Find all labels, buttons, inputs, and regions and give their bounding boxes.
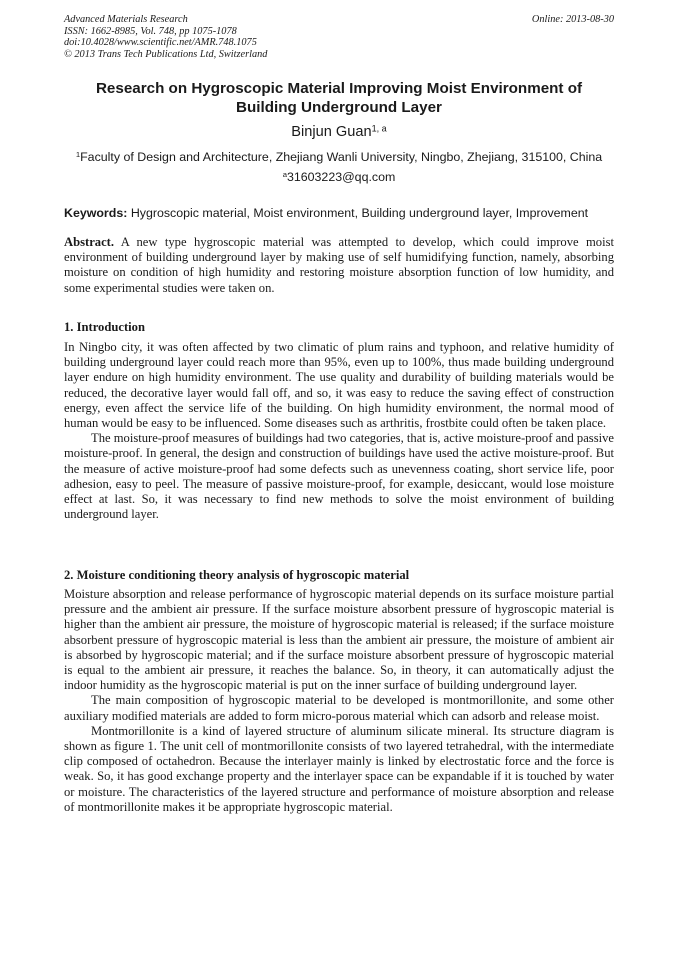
- keywords-label: Keywords:: [64, 206, 128, 220]
- author-superscript: 1, a: [371, 123, 387, 134]
- online-date: Online: 2013-08-30: [531, 14, 614, 25]
- affiliation-superscript: 1: [75, 150, 81, 160]
- section-introduction: [64, 340, 614, 522]
- copyright-line: © 2013 Trans Tech Publications Ltd, Switzerland: [64, 48, 268, 60]
- paragraph: The moisture-proof measures of buildings had two categories, that is, active moisture-proof and passive moisture-proof. In general, the design and construction of buildings have used the active moisture-proof. But the measure of active moisture-proof had some defects such as unevenness coating, short service life, poor adhesion, easy to peel. The measure of passive moisture-proof, for example, desiccant, would lose moisture effect at last. So, it was necessary to find new methods to solve the moist environment of building underground layer.: [64, 431, 614, 522]
- abstract: [64, 235, 614, 296]
- doi-line: doi:10.4028/www.scientific.net/AMR.748.1075: [64, 37, 257, 49]
- paragraph: In Ningbo city, it was often affected by two climatic of plum rains and typhoon, and relative humidity of building underground layer could reach more than 95%, even up to 100%, thus made building underground layer endure on high humidity environment. The use quality and durability of building materials would be reduced, the decorative layer would fall off, and so, it was easy to reduce the saving effect of construction energy, even affect the service life of the building. On high humidity environment, the normal mood of human would be easy to be influenced. Some diseases such as arthritis, frostbite could often be taken place.: [64, 340, 614, 431]
- author-name: Binjun Guan: [291, 124, 372, 140]
- keywords-text: Hygroscopic material, Moist environment, Building underground layer, Improvement: [130, 206, 589, 220]
- issn-line: ISSN: 1662-8985, Vol. 748, pp 1075-1078: [64, 25, 237, 37]
- author-line: [64, 124, 614, 141]
- paragraph: The main composition of hygroscopic material to be developed is montmorillonite, and some other auxiliary modified materials are added to form micro-porous material which can adsorb and release moist.: [64, 693, 614, 723]
- email-superscript: a: [282, 170, 287, 180]
- affiliation-text: Faculty of Design and Architecture, Zhejiang Wanli University, Ningbo, Zhejiang, 315100, China: [80, 150, 603, 164]
- abstract-label: Abstract.: [64, 235, 115, 249]
- section-theory: [64, 587, 614, 815]
- section-heading-theory: 2. Moisture conditioning theory analysis of hygroscopic material: [64, 568, 410, 582]
- paper-title: Research on Hygroscopic Material Improving Moist Environment of Building Underground Layer: [95, 80, 583, 116]
- journal-header: [64, 14, 614, 60]
- email-address[interactable]: 31603223@qq.com: [286, 170, 396, 184]
- paragraph: Montmorillonite is a kind of layered structure of aluminum silicate mineral. Its structure diagram is shown as figure 1. The unit cell of montmorillonite consists of two layered tetrahedral, with the intermediate clip composed of octahedron. Because the interlayer mainly is linked by electrostatic force and the force is weak. So, it has good exchange property and the interlayer space can be expandable if it is touched by water or moisture. The characteristics of the layered structure and performance of moisture absorption and release of montmorillonite makes it be appropriate hygroscopic material.: [64, 723, 614, 814]
- journal-name: Advanced Materials Research: [64, 14, 188, 25]
- keywords: [64, 206, 618, 221]
- email-line: [64, 170, 614, 185]
- affiliation-line: [40, 150, 638, 165]
- paragraph: Moisture absorption and release performance of hygroscopic material depends on its surface moisture partial pressure and the ambient air pressure. If the surface moisture absorbent pressure of hygroscopic material is higher than the ambient air pressure, the moisture of hygroscopic material is released; if the surface moisture absorbent pressure of hygroscopic material is less than the ambient air pressure, the moisture of ambient air is absorbed by hygroscopic material; and if the surface moisture absorbent pressure of hygroscopic material is equal to the ambient air pressure, it reaches the balance. So, in theory, it can automatically adjust the indoor humidity as the hygroscopic material is put on the inner surface of building underground layer.: [64, 587, 614, 693]
- abstract-text: A new type hygroscopic material was attempted to develop, which could improve moist environment of building underground layer by making use of self humidifying function, namely, absorbing moisture on condition of high humidity and restoring moisture absorption function of low humidity, and some experimental studies were taken on.: [64, 235, 614, 295]
- section-heading-introduction: 1. Introduction: [64, 320, 145, 334]
